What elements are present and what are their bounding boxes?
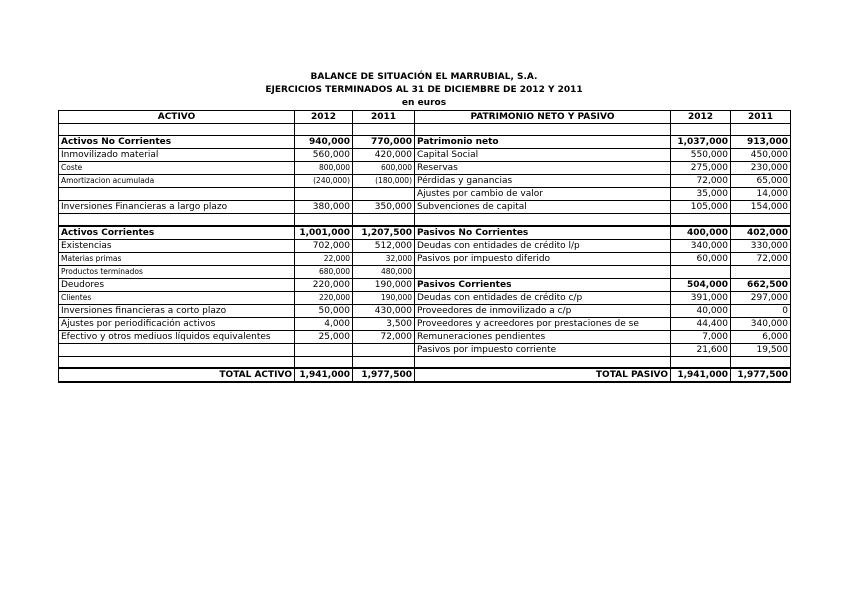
cell: 560,000	[295, 149, 353, 162]
report-subtitle: EJERCICIOS TERMINADOS AL 31 DE DICIEMBRE DE 2012 Y 2011	[265, 85, 583, 95]
cell	[59, 214, 295, 226]
cell: Ajustes por cambio de valor	[415, 188, 671, 201]
cell: Materias primas	[59, 252, 295, 265]
cell	[59, 356, 295, 368]
cell: 40,000	[671, 304, 731, 317]
cell: Deudas con entidades de crédito c/p	[415, 291, 671, 304]
cell	[295, 214, 353, 226]
cell: Existencias	[59, 239, 295, 252]
table-row	[59, 214, 791, 226]
cell: 65,000	[731, 175, 791, 188]
cell	[295, 188, 353, 201]
cell: Inversiones financieras a corto plazo	[59, 304, 295, 317]
cell: 297,000	[731, 291, 791, 304]
table-row	[59, 226, 791, 240]
cell	[59, 124, 295, 136]
cell: 512,000	[353, 239, 415, 252]
cell	[415, 265, 671, 278]
cell: 72,000	[731, 252, 791, 265]
cell: Productos terminados	[59, 265, 295, 278]
cell: 6,000	[731, 330, 791, 343]
cell: Ajustes por periodificación activos	[59, 317, 295, 330]
cell: 14,000	[731, 188, 791, 201]
table-row	[59, 343, 791, 356]
section-label: Pasivos Corrientes	[415, 278, 671, 291]
cell: 330,000	[731, 239, 791, 252]
cell: 702,000	[295, 239, 353, 252]
cell: 350,000	[353, 201, 415, 214]
cell	[295, 356, 353, 368]
cell: 4,000	[295, 317, 353, 330]
cell: Subvenciones de capital	[415, 201, 671, 214]
cell: 0	[731, 304, 791, 317]
cell	[353, 356, 415, 368]
cell: 450,000	[731, 149, 791, 162]
cell: Proveedores y acreedores por prestaciones de se	[415, 317, 671, 330]
cell: 600,000	[353, 162, 415, 175]
table-row	[59, 252, 791, 265]
cell: 913,000	[731, 136, 791, 149]
cell: 72,000	[671, 175, 731, 188]
cell: 22,000	[295, 252, 353, 265]
cell: 340,000	[731, 317, 791, 330]
cell	[731, 124, 791, 136]
cell	[295, 343, 353, 356]
cell: 1,001,000	[295, 226, 353, 240]
cell: Pérdidas y ganancias	[415, 175, 671, 188]
cell: 19,500	[731, 343, 791, 356]
cell	[353, 343, 415, 356]
cell: (180,000)	[353, 175, 415, 188]
balance-sheet-table	[58, 110, 791, 383]
cell	[353, 188, 415, 201]
cell	[59, 343, 295, 356]
cell: 550,000	[671, 149, 731, 162]
cell	[353, 214, 415, 226]
cell: 391,000	[671, 291, 731, 304]
header-2012-activo: 2012	[295, 111, 353, 124]
report-title: BALANCE DE SITUACIÓN EL MARRUBIAL, S.A.	[310, 72, 538, 82]
cell	[731, 356, 791, 368]
header-activo: ACTIVO	[59, 111, 295, 124]
cell	[731, 265, 791, 278]
cell: 220,000	[295, 291, 353, 304]
cell: Capital Social	[415, 149, 671, 162]
cell: 60,000	[671, 252, 731, 265]
cell: 25,000	[295, 330, 353, 343]
cell: 380,000	[295, 201, 353, 214]
total-pasivo-2012: 1,941,000	[671, 368, 731, 382]
cell: Proveedores de inmovilizado a c/p	[415, 304, 671, 317]
cell: Pasivos por impuesto diferido	[415, 252, 671, 265]
cell: Deudores	[59, 278, 295, 291]
cell: 220,000	[295, 278, 353, 291]
cell	[671, 356, 731, 368]
header-2011-pasivo: 2011	[731, 111, 791, 124]
cell: 154,000	[731, 201, 791, 214]
total-pasivo-2011: 1,977,500	[731, 368, 791, 382]
table-row	[59, 201, 791, 214]
cell	[295, 124, 353, 136]
table-row	[59, 304, 791, 317]
table-row	[59, 239, 791, 252]
cell: 800,000	[295, 162, 353, 175]
cell: 402,000	[731, 226, 791, 240]
cell: Remuneraciones pendientes	[415, 330, 671, 343]
cell: Efectivo y otros mediuos líquidos equivalentes	[59, 330, 295, 343]
cell: 770,000	[353, 136, 415, 149]
cell: 3,500	[353, 317, 415, 330]
table-row	[59, 136, 791, 149]
table-row	[59, 356, 791, 368]
total-activo-2011: 1,977,500	[353, 368, 415, 382]
cell: Deudas con entidades de crédito l/p	[415, 239, 671, 252]
cell: 190,000	[353, 291, 415, 304]
cell	[59, 188, 295, 201]
cell: 21,600	[671, 343, 731, 356]
cell: 400,000	[671, 226, 731, 240]
cell	[671, 214, 731, 226]
cell: 32,000	[353, 252, 415, 265]
cell: Inmovilizado material	[59, 149, 295, 162]
header-2011-activo: 2011	[353, 111, 415, 124]
cell: Clientes	[59, 291, 295, 304]
cell: 1,037,000	[671, 136, 731, 149]
total-pasivo-label: TOTAL PASIVO	[415, 368, 671, 382]
cell: 7,000	[671, 330, 731, 343]
table-row	[59, 291, 791, 304]
cell: 430,000	[353, 304, 415, 317]
cell: 230,000	[731, 162, 791, 175]
cell: 190,000	[353, 278, 415, 291]
table-header-row	[59, 111, 791, 124]
cell: 480,000	[353, 265, 415, 278]
currency-note: en euros	[401, 98, 447, 108]
section-label: Patrimonio neto	[415, 136, 671, 149]
table-row	[59, 265, 791, 278]
cell: (240,000)	[295, 175, 353, 188]
cell	[415, 214, 671, 226]
cell: 340,000	[671, 239, 731, 252]
cell	[731, 214, 791, 226]
cell: Inversiones Financieras a largo plazo	[59, 201, 295, 214]
cell	[415, 124, 671, 136]
cell: 504,000	[671, 278, 731, 291]
table-row	[59, 278, 791, 291]
cell: Coste	[59, 162, 295, 175]
cell	[415, 356, 671, 368]
section-label: Pasivos No Corrientes	[415, 226, 671, 240]
cell: 105,000	[671, 201, 731, 214]
cell	[671, 265, 731, 278]
total-activo-2012: 1,941,000	[295, 368, 353, 382]
table-row	[59, 162, 791, 175]
cell: Reservas	[415, 162, 671, 175]
total-activo-label: TOTAL ACTIVO	[59, 368, 295, 382]
header-pasivo: PATRIMONIO NETO Y PASIVO	[415, 111, 671, 124]
cell: 50,000	[295, 304, 353, 317]
cell: 420,000	[353, 149, 415, 162]
cell: 940,000	[295, 136, 353, 149]
cell	[671, 124, 731, 136]
table-row	[59, 124, 791, 136]
totals-row	[59, 368, 791, 382]
cell: 35,000	[671, 188, 731, 201]
header-2012-pasivo: 2012	[671, 111, 731, 124]
cell: 44,400	[671, 317, 731, 330]
cell: Amortizacion acumulada	[59, 175, 295, 188]
cell: Pasivos por impuesto corriente	[415, 343, 671, 356]
section-label: Activos Corrientes	[59, 226, 295, 240]
cell: 662,500	[731, 278, 791, 291]
section-label: Activos No Corrientes	[59, 136, 295, 149]
table-row	[59, 175, 791, 188]
cell: 275,000	[671, 162, 731, 175]
cell: 72,000	[353, 330, 415, 343]
cell	[353, 124, 415, 136]
table-row	[59, 317, 791, 330]
cell: 680,000	[295, 265, 353, 278]
table-row	[59, 330, 791, 343]
table-row	[59, 149, 791, 162]
table-row	[59, 188, 791, 201]
cell: 1,207,500	[353, 226, 415, 240]
